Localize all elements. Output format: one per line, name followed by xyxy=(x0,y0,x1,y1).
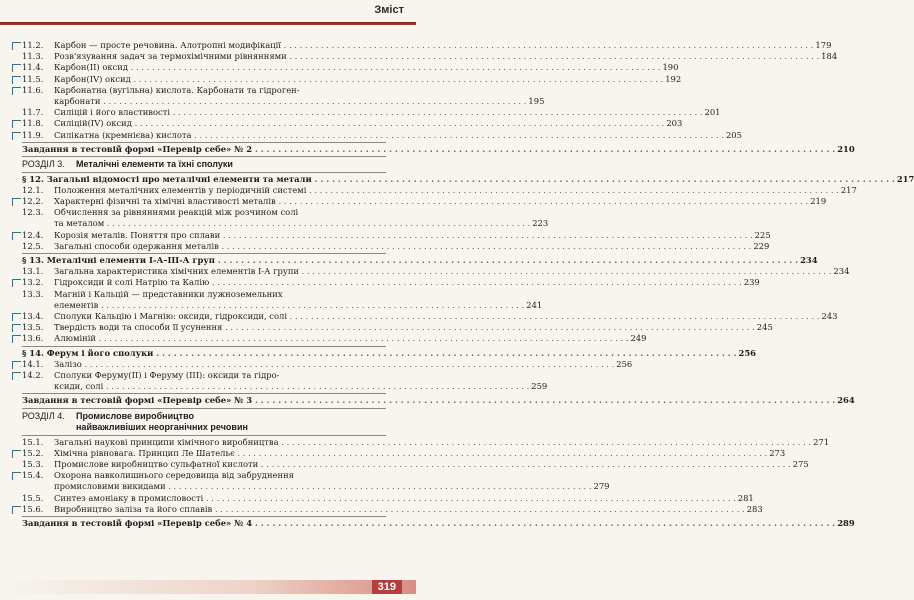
toc-item[interactable]: 11.8. Силіцій(ІV) оксид . . . 203 xyxy=(22,118,386,129)
divider xyxy=(22,156,386,157)
page-number: 319 xyxy=(372,580,402,594)
section-marker-icon xyxy=(12,87,21,95)
toc-item[interactable]: 13.5. Твердість води та способи її усунення . . . 245 xyxy=(22,322,386,333)
section-marker-icon xyxy=(12,76,21,84)
toc-item[interactable]: 15.1. Загальні наукові принципи хімічного виробництва . . . 271 xyxy=(22,437,386,448)
chapter-heading[interactable]: РОЗДІЛ 4. Промислове виробництво найважливіших неорганічних речовин xyxy=(22,410,248,433)
divider xyxy=(22,516,386,517)
toc-item[interactable]: 12.2. Характерні фізичні та хімічні властивості металів . . . 219 xyxy=(22,196,386,207)
test-item[interactable]: Завдання в тестовій формі «Перевір себе» № 2 . . . 210 xyxy=(22,144,386,155)
toc-item[interactable]: 11.4. Карбон(ІІ) оксид . . . 190 xyxy=(22,62,386,73)
header-title: Зміст xyxy=(374,4,404,16)
divider xyxy=(22,408,386,409)
toc-item[interactable]: 12.5. Загальні способи одержання металів . . . 229 xyxy=(22,241,386,252)
toc-item[interactable]: 13.2. Гідроксиди й солі Натрію та Калію . . . 239 xyxy=(22,277,386,288)
section-marker-icon xyxy=(12,450,21,458)
toc-item[interactable]: 15.4. Охорона навколишнього середовища від забруднення промисловими викидами . . . 279 xyxy=(22,470,386,492)
section-heading[interactable]: § 14. Ферум і його сполуки . . . 256 xyxy=(22,348,386,359)
toc-item[interactable]: 11.9. Силікатна (кремнієва) кислота . . . 205 xyxy=(22,130,386,141)
section-marker-icon xyxy=(12,232,21,240)
toc-item[interactable]: 13.3. Магній і Кальцій — представники лужноземельних елементів . . . 241 xyxy=(22,289,386,311)
divider xyxy=(22,346,386,347)
section-marker-icon xyxy=(12,64,21,72)
toc-item[interactable]: 15.5. Синтез амоніаку в промисловості . . . 281 xyxy=(22,493,386,504)
section-marker-icon xyxy=(12,506,21,514)
header-rule xyxy=(0,22,416,25)
toc-item[interactable]: 15.2. Хімічна рівновага. Принцип Ле Шательє . . . 273 xyxy=(22,448,386,459)
section-marker-icon xyxy=(12,42,21,50)
divider xyxy=(22,142,386,143)
footer-bar xyxy=(0,580,416,594)
toc-item[interactable]: 15.3. Промислове виробництво сульфатної кислоти . . . 275 xyxy=(22,459,386,470)
test-item[interactable]: Завдання в тестовій формі «Перевір себе» № 3 . . . 264 xyxy=(22,395,386,406)
section-marker-icon xyxy=(12,313,21,321)
section-marker-icon xyxy=(12,198,21,206)
toc-item[interactable]: 14.2. Сполуки Феруму(ІІ) і Феруму (ІІІ): оксиди та гідро- ксиди, солі . . . 259 xyxy=(22,370,386,392)
section-marker-icon xyxy=(12,279,21,287)
toc-item[interactable]: 11.6. Карбонатна (вугільна) кислота. Карбонати та гідроген- карбонати . . . 195 xyxy=(22,85,386,107)
toc-item[interactable]: 11.7. Силіцій і його властивості . . . 201 xyxy=(22,107,386,118)
toc-item[interactable]: 13.4. Сполуки Кальцію і Магнію: оксиди, гідроксиди, солі . . . 243 xyxy=(22,311,386,322)
divider xyxy=(22,253,386,254)
section-marker-icon xyxy=(12,472,21,480)
divider xyxy=(22,393,386,394)
section-marker-icon xyxy=(12,324,21,332)
section-heading[interactable]: § 12. Загальні відомості про металічні елементи та метали . . . 217 xyxy=(22,174,386,185)
section-marker-icon xyxy=(12,120,21,128)
section-marker-icon xyxy=(12,335,21,343)
toc-item[interactable]: 12.3. Обчислення за рівняннями реакцій між розчином солі та металом . . . 223 xyxy=(22,207,386,229)
divider xyxy=(22,172,386,173)
section-heading[interactable]: § 13. Металічні елементи І-А–ІІІ-А груп . . . 234 xyxy=(22,255,386,266)
toc-item[interactable]: 12.4. Корозія металів. Поняття про сплави . . . 225 xyxy=(22,230,386,241)
chapter-heading[interactable]: РОЗДІЛ 3. Металічні елементи та їхні сполуки xyxy=(22,159,233,170)
table-of-contents xyxy=(22,40,914,529)
section-marker-icon xyxy=(12,372,21,380)
toc-item[interactable]: 12.1. Положення металічних елементів у періодичній системі . . . 217 xyxy=(22,185,386,196)
toc-item[interactable]: 13.1. Загальна характеристика хімічних елементів І-А групи . . . 234 xyxy=(22,266,386,277)
section-marker-icon xyxy=(12,361,21,369)
toc-item[interactable]: 11.3. Розв'язування задач за термохімічними рівняннями . . . 184 xyxy=(22,51,386,62)
toc-item[interactable]: 11.2. Карбон — просте речовина. Алотропні модифікації . . . 179 xyxy=(22,40,386,51)
test-item[interactable]: Завдання в тестовій формі «Перевір себе» № 4 . . . 289 xyxy=(22,518,386,529)
toc-item[interactable]: 13.6. Алюміній . . . 249 xyxy=(22,333,386,344)
section-marker-icon xyxy=(12,132,21,140)
toc-item[interactable]: 14.1. Залізо . . . 256 xyxy=(22,359,386,370)
divider xyxy=(22,435,386,436)
toc-item[interactable]: 15.6. Виробництво заліза та його сплавів . . . 283 xyxy=(22,504,386,515)
toc-item[interactable]: 11.5. Карбон(ІV) оксид . . . 192 xyxy=(22,74,386,85)
